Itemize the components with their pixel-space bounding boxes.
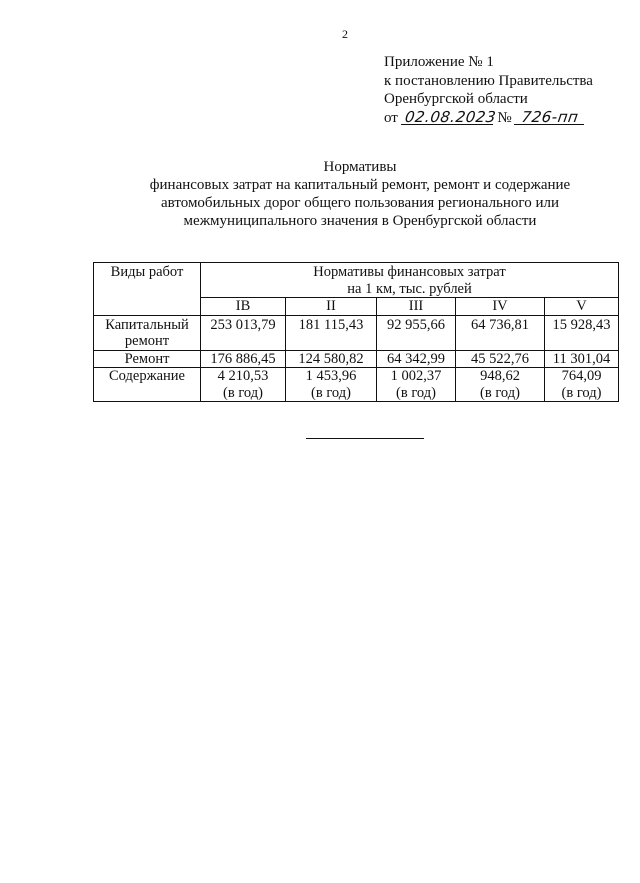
title-line-3: автомобильных дорог общего пользования регионального или	[161, 195, 559, 211]
number-label: №	[497, 109, 512, 126]
table-cell: 253 013,79	[201, 315, 286, 350]
handwritten-number: 726-пп	[514, 110, 586, 125]
table-cell: 764,09 (в год)	[545, 368, 619, 402]
table-row	[94, 315, 619, 350]
table-cell: 15 928,43	[545, 315, 619, 350]
from-label: от	[384, 109, 398, 126]
table-cell: 176 886,45	[201, 350, 286, 368]
table-cell: 1 002,37 (в год)	[377, 368, 456, 402]
category-header: II	[286, 298, 377, 316]
table-cell: 124 580,82	[286, 350, 377, 368]
category-header: IB	[201, 298, 286, 316]
per-year-note: (в год)	[223, 384, 263, 401]
per-year-note: (в год)	[561, 384, 602, 401]
closing-divider	[306, 438, 424, 439]
per-year-note: (в год)	[311, 384, 351, 401]
category-header: III	[377, 298, 456, 316]
table-cell: 64 736,81	[456, 315, 545, 350]
table-header-row	[94, 263, 619, 298]
table-row	[94, 350, 619, 368]
table-cell: 64 342,99	[377, 350, 456, 368]
appendix-date-line	[384, 109, 593, 128]
document-title	[100, 158, 620, 230]
table-cell: 11 301,04	[545, 350, 619, 368]
appendix-block	[384, 53, 593, 127]
table-cell: 92 955,66	[377, 315, 456, 350]
appendix-title: Приложение № 1	[384, 54, 494, 70]
group-header-line-1: Нормативы финансовых затрат	[313, 264, 506, 280]
handwritten-date: 02.08.2023	[401, 110, 495, 125]
table-cell: 181 115,43	[286, 315, 377, 350]
group-header	[201, 263, 619, 298]
table-row	[94, 368, 619, 402]
row-label: Капитальный ремонт	[94, 315, 201, 350]
work-type-header: Виды работ	[94, 263, 201, 316]
table-cell: 1 453,96 (в год)	[286, 368, 377, 402]
group-header-line-2: на 1 км, тыс. рублей	[347, 280, 472, 297]
per-year-note: (в год)	[480, 384, 520, 401]
title-line-4: межмуниципального значения в Оренбургской области	[183, 213, 537, 229]
row-label: Ремонт	[94, 350, 201, 368]
category-header: IV	[456, 298, 545, 316]
title-line-2: финансовых затрат на капитальный ремонт, ремонт и содержание	[149, 177, 571, 193]
norms-table	[93, 262, 619, 402]
title-line-1: Нормативы	[323, 159, 397, 175]
appendix-resolution: к постановлению Правительства	[384, 72, 593, 89]
table-cell: 948,62 (в год)	[456, 368, 545, 402]
row-label: Содержание	[94, 368, 201, 402]
appendix-region: Оренбургской области	[384, 91, 528, 107]
table-cell: 45 522,76	[456, 350, 545, 368]
category-header: V	[545, 298, 619, 316]
per-year-note: (в год)	[396, 384, 436, 401]
page-number: 2	[342, 27, 348, 41]
table-cell: 4 210,53 (в год)	[201, 368, 286, 402]
